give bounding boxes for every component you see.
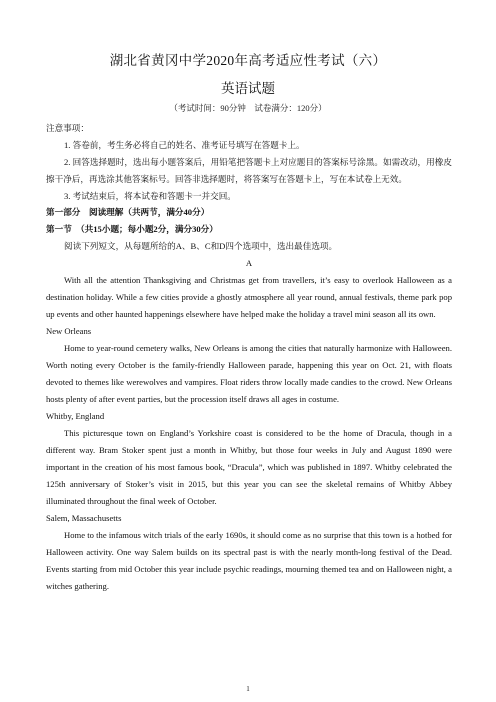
exam-title: 湖北省黄冈中学2020年高考适应性考试（六） xyxy=(109,53,387,68)
section1-heading: 第一节 （共15小题；每小题2分，满分30分） xyxy=(46,224,218,234)
heading-salem: Salem, Massachusetts xyxy=(46,513,122,523)
instruction: 阅读下列短文，从每题所给的A、B、C和D四个选项中，选出最佳选项。 xyxy=(64,241,338,251)
note-item-3: 3. 考试结束后，将本试卷和答题卡一并交回。 xyxy=(64,191,236,201)
passage-label: A xyxy=(245,258,253,268)
paragraph-new-orleans: Home to year-round cemetery walks, New Orleans is among the cities that naturally harmonize with Halloween. Worth noting every October is the family-friendly Halloween parade, happening this year on Oct. 21, with floats devoted to themes like werewolves and vampires. Float riders throw locally made candies to the crowd. New Orleans hosts plenty of after event parties, but the procession itself draws all ages in costume. xyxy=(46,343,452,404)
paragraph-salem: Home to the infamous witch trials of the early 1690s, it should come as no surprise that this town is a hotbed for Halloween activity. One way Salem builds on its spectral past is with the nearly month-long festival of the Dead. Events starting from mid October this year include psychic readings, mourning themed tea and on Halloween night, a witches gathering. xyxy=(46,530,452,591)
note-item-1: 1. 答卷前，考生务必将自己的姓名、准考证号填写在答题卡上。 xyxy=(64,140,305,150)
note-item-2: 2. 回答选择题时，选出每小题答案后，用铅笔把答题卡上对应题目的答案标号涂黑。如需改动，用橡皮擦干净后，再选涂其他答案标号。回答非选择题时，将答案写在答题卡上，写在本试卷上无效。 xyxy=(46,157,452,184)
heading-new-orleans: New Orleans xyxy=(46,326,92,336)
part1-section xyxy=(46,204,452,595)
exam-meta: （考试时间：90分钟 试卷满分：120分） xyxy=(169,103,327,113)
part1-heading: 第一部分 阅读理解（共两节，满分40分） xyxy=(46,207,210,217)
paragraph-whitby: This picturesque town on England’s Yorkshire coast is considered to be the home of Dracula, though in a different way. Bram Stoker spent just a month in Whitby, but those four weeks in July and August 1890 were important in the creation of his most famous book, “Dracula”, which was published in 1897. Whitby celebrated the 125th anniversary of Stoker’s visit in 2015, but this year you can see the skeletal remains of Whitby Abbey illuminated throughout the final week of October. xyxy=(46,428,452,506)
passage-intro: With all the attention Thanksgiving and Christmas get from travellers, it’s easy to overlook Halloween as a destination holiday. While a few cities provide a ghostly atmosphere all year round, annual festivals, theme park pop up events and other haunted happenings elsewhere have helped make the holiday a travel mini season all its own. xyxy=(46,275,452,319)
page-number: 1 xyxy=(246,685,250,693)
notes-section xyxy=(46,120,452,205)
exam-subtitle: 英语试题 xyxy=(221,81,275,96)
notes-heading: 注意事项： xyxy=(46,123,89,133)
heading-whitby: Whitby, England xyxy=(46,411,105,421)
